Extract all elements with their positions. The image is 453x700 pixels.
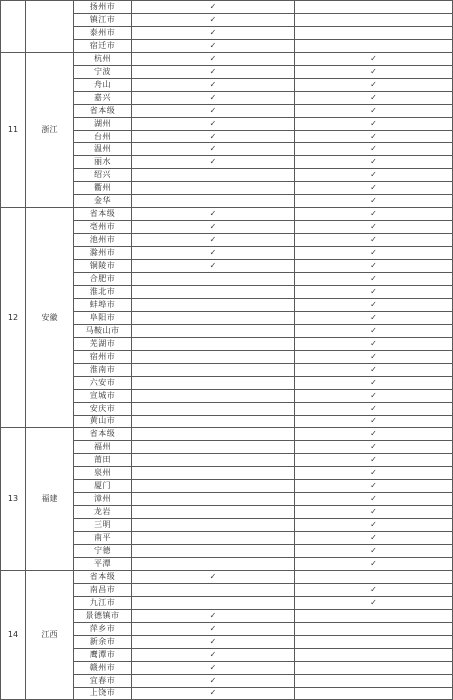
checkmark-icon [132,532,295,545]
checkmark-icon: ✓ [295,402,453,415]
city-cell: 南平 [74,532,132,545]
coverage-table-body [1,1,453,700]
row-number-cell: 11 [1,52,26,207]
checkmark-icon [132,583,295,596]
checkmark-icon: ✓ [295,117,453,130]
city-cell: 省本级 [74,104,132,117]
checkmark-icon: ✓ [295,376,453,389]
city-cell: 鹰潭市 [74,648,132,661]
city-cell: 杭州 [74,52,132,65]
checkmark-icon: ✓ [132,221,295,234]
row-number-cell: 12 [1,208,26,428]
checkmark-icon: ✓ [295,195,453,208]
checkmark-icon: ✓ [295,169,453,182]
checkmark-icon [132,337,295,350]
checkmark-icon: ✓ [295,311,453,324]
checkmark-icon [132,428,295,441]
city-cell: 宿迁市 [74,39,132,52]
checkmark-icon: ✓ [132,39,295,52]
table-row [1,570,453,583]
city-cell: 景德镇市 [74,609,132,622]
checkmark-icon: ✓ [132,52,295,65]
checkmark-icon: ✓ [295,350,453,363]
city-cell: 马鞍山市 [74,324,132,337]
city-cell: 衢州 [74,182,132,195]
city-cell: 湖州 [74,117,132,130]
checkmark-icon: ✓ [132,65,295,78]
city-cell: 阜阳市 [74,311,132,324]
checkmark-icon [132,480,295,493]
checkmark-icon: ✓ [132,130,295,143]
checkmark-icon [295,635,453,648]
city-cell: 漳州 [74,493,132,506]
checkmark-icon: ✓ [295,273,453,286]
checkmark-icon [295,570,453,583]
city-cell: 南昌市 [74,583,132,596]
city-cell: 芜湖市 [74,337,132,350]
checkmark-icon: ✓ [132,208,295,221]
row-number-cell: 14 [1,570,26,700]
city-cell: 淮南市 [74,363,132,376]
city-cell: 绍兴 [74,169,132,182]
checkmark-icon [132,273,295,286]
checkmark-icon: ✓ [295,467,453,480]
checkmark-icon [295,687,453,700]
checkmark-icon: ✓ [295,363,453,376]
checkmark-icon: ✓ [295,143,453,156]
city-cell: 铜陵市 [74,260,132,273]
checkmark-icon [132,506,295,519]
city-cell: 金华 [74,195,132,208]
city-cell: 合肥市 [74,273,132,286]
checkmark-icon: ✓ [295,480,453,493]
checkmark-icon: ✓ [295,208,453,221]
checkmark-icon [295,39,453,52]
table-row [1,208,453,221]
city-cell: 宣城市 [74,389,132,402]
city-cell: 六安市 [74,376,132,389]
checkmark-icon [132,519,295,532]
checkmark-icon: ✓ [295,583,453,596]
checkmark-icon: ✓ [295,596,453,609]
checkmark-icon: ✓ [295,156,453,169]
checkmark-icon: ✓ [132,570,295,583]
checkmark-icon: ✓ [295,415,453,428]
city-cell: 省本级 [74,208,132,221]
city-cell: 平潭 [74,557,132,570]
checkmark-icon: ✓ [295,104,453,117]
city-cell: 镇江市 [74,13,132,26]
checkmark-icon: ✓ [295,234,453,247]
city-cell: 舟山 [74,78,132,91]
city-cell: 赣州市 [74,661,132,674]
checkmark-icon: ✓ [132,1,295,14]
checkmark-icon [132,441,295,454]
city-cell: 九江市 [74,596,132,609]
checkmark-icon: ✓ [295,182,453,195]
checkmark-icon: ✓ [295,441,453,454]
city-cell: 安庆市 [74,402,132,415]
table-row [1,428,453,441]
checkmark-icon [132,195,295,208]
checkmark-icon: ✓ [295,506,453,519]
city-cell: 福州 [74,441,132,454]
checkmark-icon [295,622,453,635]
city-cell: 台州 [74,130,132,143]
checkmark-icon [132,182,295,195]
checkmark-icon [295,1,453,14]
city-cell: 龙岩 [74,506,132,519]
checkmark-icon [132,402,295,415]
checkmark-icon: ✓ [132,143,295,156]
checkmark-icon: ✓ [132,260,295,273]
checkmark-icon: ✓ [132,78,295,91]
province-cell: 浙江 [26,52,74,207]
checkmark-icon: ✓ [295,298,453,311]
city-cell: 泰州市 [74,26,132,39]
table-row [1,52,453,65]
checkmark-icon: ✓ [132,661,295,674]
province-cell: 江西 [26,570,74,700]
checkmark-icon: ✓ [295,545,453,558]
checkmark-icon: ✓ [295,389,453,402]
checkmark-icon: ✓ [295,519,453,532]
checkmark-icon [132,285,295,298]
city-cell: 温州 [74,143,132,156]
checkmark-icon [132,545,295,558]
checkmark-icon [295,609,453,622]
city-cell: 嘉兴 [74,91,132,104]
checkmark-icon [132,324,295,337]
checkmark-icon [132,298,295,311]
table-row [1,1,453,14]
city-cell: 莆田 [74,454,132,467]
checkmark-icon [132,169,295,182]
row-number-cell [1,1,26,53]
checkmark-icon: ✓ [132,117,295,130]
city-cell: 上饶市 [74,687,132,700]
checkmark-icon: ✓ [295,91,453,104]
checkmark-icon [132,311,295,324]
checkmark-icon: ✓ [132,234,295,247]
city-cell: 新余市 [74,635,132,648]
checkmark-icon [132,363,295,376]
city-cell: 宿州市 [74,350,132,363]
checkmark-icon: ✓ [132,622,295,635]
checkmark-icon [132,467,295,480]
city-cell: 厦门 [74,480,132,493]
checkmark-icon: ✓ [132,247,295,260]
checkmark-icon: ✓ [132,104,295,117]
checkmark-icon [132,454,295,467]
province-cell: 安徽 [26,208,74,428]
city-cell: 滁州市 [74,247,132,260]
city-cell: 池州市 [74,234,132,247]
checkmark-icon: ✓ [295,52,453,65]
row-number-cell: 13 [1,428,26,570]
checkmark-icon: ✓ [132,609,295,622]
city-cell: 宁波 [74,65,132,78]
checkmark-icon: ✓ [295,454,453,467]
checkmark-icon [132,493,295,506]
city-cell: 蚌埠市 [74,298,132,311]
city-cell: 黄山市 [74,415,132,428]
city-cell: 宜春市 [74,674,132,687]
checkmark-icon [132,596,295,609]
checkmark-icon: ✓ [295,324,453,337]
checkmark-icon [295,26,453,39]
checkmark-icon: ✓ [132,26,295,39]
checkmark-icon: ✓ [132,687,295,700]
city-cell: 三明 [74,519,132,532]
checkmark-icon [132,389,295,402]
checkmark-icon [132,376,295,389]
city-cell: 省本级 [74,428,132,441]
checkmark-icon: ✓ [132,13,295,26]
city-cell: 淮北市 [74,285,132,298]
city-cell: 萍乡市 [74,622,132,635]
checkmark-icon: ✓ [295,247,453,260]
checkmark-icon [295,648,453,661]
checkmark-icon [132,415,295,428]
city-cell: 宁德 [74,545,132,558]
checkmark-icon [295,661,453,674]
checkmark-icon: ✓ [132,674,295,687]
city-cell: 省本级 [74,570,132,583]
checkmark-icon: ✓ [295,260,453,273]
checkmark-icon: ✓ [295,557,453,570]
checkmark-icon: ✓ [295,428,453,441]
checkmark-icon: ✓ [132,635,295,648]
checkmark-icon: ✓ [295,130,453,143]
city-cell: 丽水 [74,156,132,169]
checkmark-icon: ✓ [295,532,453,545]
city-cell: 扬州市 [74,1,132,14]
checkmark-icon [295,13,453,26]
checkmark-icon: ✓ [132,648,295,661]
city-cell: 亳州市 [74,221,132,234]
checkmark-icon [295,674,453,687]
province-cell: 福建 [26,428,74,570]
checkmark-icon [132,557,295,570]
checkmark-icon: ✓ [132,156,295,169]
checkmark-icon: ✓ [295,221,453,234]
province-cell [26,1,74,53]
city-cell: 泉州 [74,467,132,480]
checkmark-icon: ✓ [295,493,453,506]
checkmark-icon: ✓ [295,65,453,78]
checkmark-icon: ✓ [295,285,453,298]
checkmark-icon: ✓ [132,91,295,104]
checkmark-icon [132,350,295,363]
checkmark-icon: ✓ [295,337,453,350]
checkmark-icon: ✓ [295,78,453,91]
